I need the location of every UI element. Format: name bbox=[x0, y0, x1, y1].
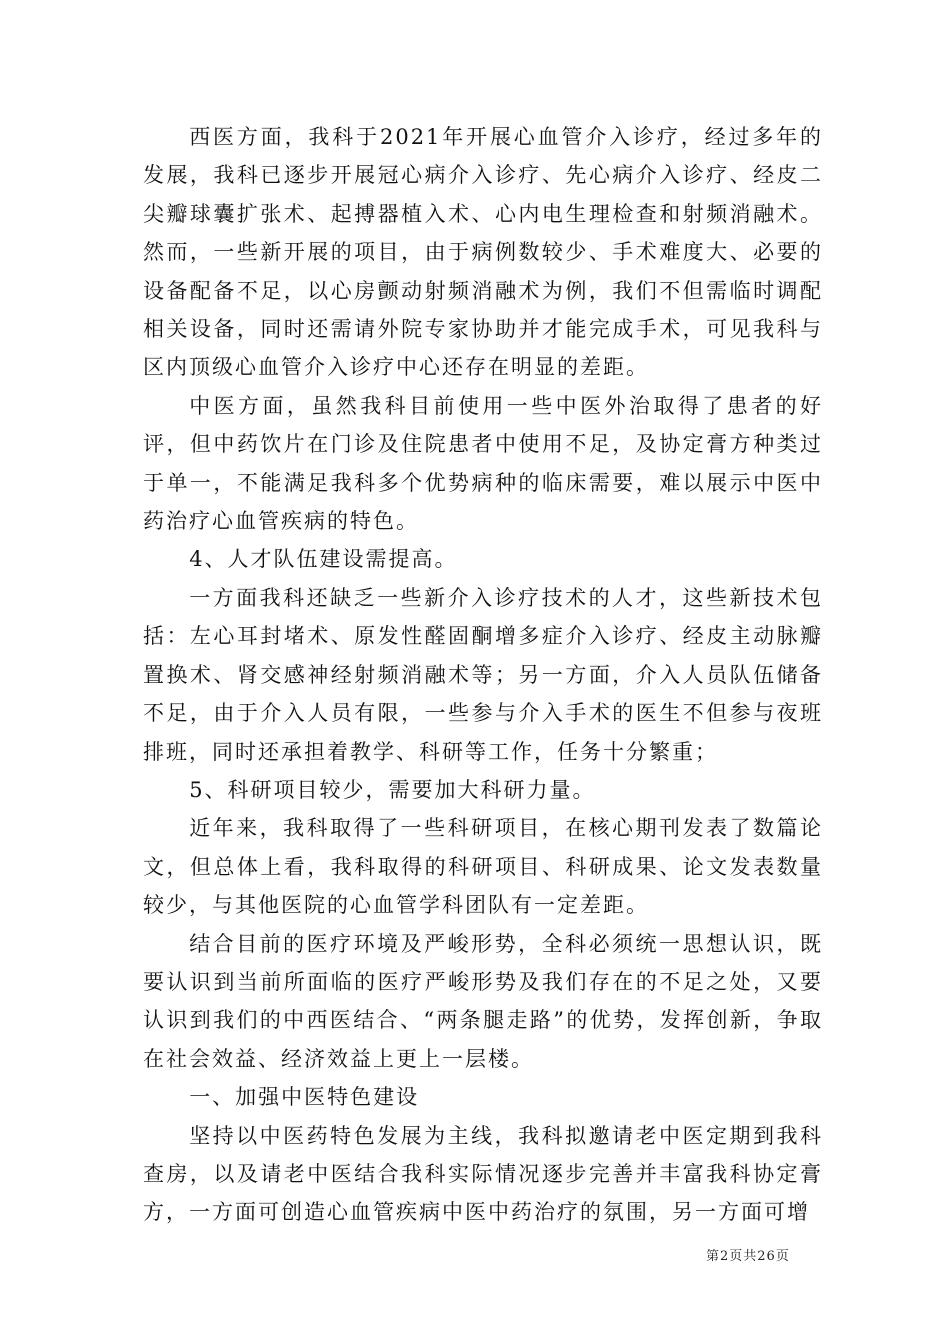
paragraph-research: 近年来，我科取得了一些科研项目，在核心期刊发表了数篇论文，但总体上看，我科取得的科研项目、科研成果、论文发表数量较少，与其他医院的心血管学科团队有一定差距。 bbox=[143, 816, 823, 918]
paragraph-talent: 一方面我科还缺乏一些新介入诊疗技术的人才，这些新技术包括：左心耳封堵术、原发性醛固酮增多症介入诊疗、经皮主动脉瓣置换术、肾交感神经射频消融术等；另一方面，介入人员队伍储备不足，由于介入人员有限，一些参与介入手术的医生不但参与夜班排班，同时还承担着教学、科研等工作，任务十分繁重； bbox=[143, 585, 823, 764]
paragraph-chinese-medicine: 中医方面，虽然我科目前使用一些中医外治取得了患者的好评，但中药饮片在门诊及住院患者中使用不足，及协定膏方种类过于单一，不能满足我科多个优势病种的临床需要，难以展示中医中药治疗心血管疾病的特色。 bbox=[143, 393, 823, 534]
section-heading-tcm-features: 一、加强中医特色建设 bbox=[189, 1085, 420, 1110]
paragraph-western-medicine: 西医方面，我科于2021年开展心血管介入诊疗，经过多年的发展，我科已逐步开展冠心病介入诊疗、先心病介入诊疗、经皮二尖瓣球囊扩张术、起搏器植入术、心内电生理检查和射频消融术。然而，一些新开展的项目，由于病例数较少、手术难度大、必要的设备配备不足，以心房颤动射频消融术为例，我们不但需临时调配相关设备，同时还需请外院专家协助并才能完成手术，可见我科与区内顶级心血管介入诊疗中心还存在明显的差距。 bbox=[143, 125, 823, 380]
paragraph-summary: 结合目前的医疗环境及严峻形势，全科必须统一思想认识，既要认识到当前所面临的医疗严峻形势及我们存在的不足之处，又要认识到我们的中西医结合、“两条腿走路”的优势，发挥创新，争取在社会效益、经济效益上更上一层楼。 bbox=[143, 931, 823, 1071]
paragraph-tcm-features: 坚持以中医药特色发展为主线，我科拟邀请老中医定期到我科查房，以及请老中医结合我科实际情况逐步完善并丰富我科协定膏方，一方面可创造心血管疾病中医中药治疗的氛围，另一方面可增 bbox=[143, 1123, 823, 1225]
page-number-footer: 第2页共26页 bbox=[706, 1249, 790, 1264]
section-heading-talent: 4、人才队伍建设需提高。 bbox=[189, 547, 458, 572]
section-heading-research: 5、科研项目较少，需要加大科研力量。 bbox=[189, 777, 596, 802]
document-body bbox=[143, 118, 823, 1232]
